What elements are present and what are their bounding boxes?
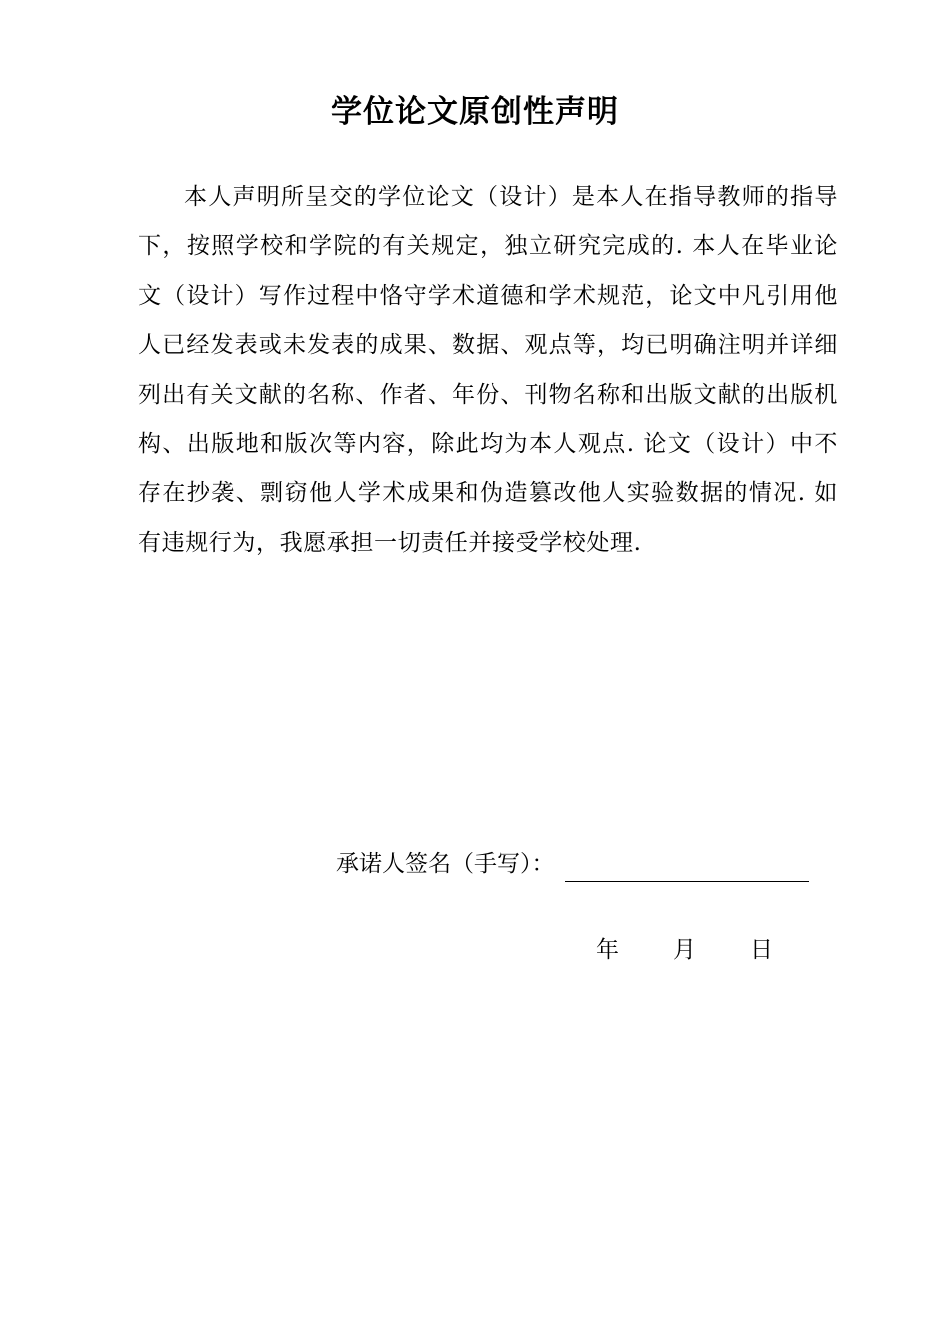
declaration-paragraph: 本人声明所呈交的学位论文（设计）是本人在指导教师的指导下，按照学校和学院的有关规定，独立研究完成的. 本人在毕业论文（设计）写作过程中恪守学术道德和学术规范，论文中凡引用他人已经发表或未发表的成果、数据、观点等，均已明确注明并详细列出有关文献的名称、作者、年份、刊物名称和出版文献的出版机构、出版地和版次等内容，除此均为本人观点. 论文（设计）中不存在抄袭、剽窃他人学术成果和伪造篡改他人实验数据的情况. 如有违规行为，我愿承担一切责任并接受学校处理.	[138, 184, 838, 556]
date-day-label: 日	[750, 937, 773, 963]
signature-label: 承诺人签名（手写）：	[336, 851, 555, 877]
date-year-label: 年	[596, 937, 619, 963]
date-month-label: 月	[673, 937, 696, 963]
signature-line	[565, 847, 809, 882]
signature-row	[336, 842, 809, 882]
page-title: 学位论文原创性声明	[331, 94, 619, 130]
